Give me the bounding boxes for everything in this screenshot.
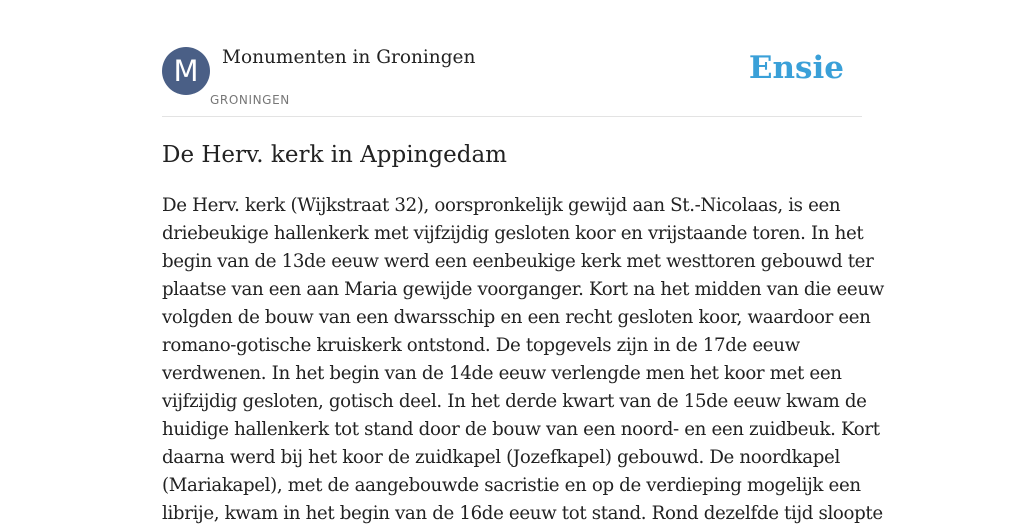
brand-logo[interactable]: Ensie	[748, 50, 844, 86]
article-title: De Herv. kerk in Appingedam	[162, 142, 507, 168]
article-line: plaatse van een aan Maria gewijde voorganger. Kort na het midden van die eeuw	[162, 279, 884, 300]
source-header	[162, 46, 862, 117]
article-line: vijfzijdig gesloten, gotisch deel. In het derde kwart van de 15de eeuw kwam de	[162, 391, 867, 412]
article-line: (Mariakapel), met de aangebouwde sacristie en op de verdieping mogelijk een	[162, 475, 861, 496]
article-line: volgden de bouw van een dwarsschip en een recht gesloten koor, waardoor een	[162, 307, 871, 328]
article-line: De Herv. kerk (Wijkstraat 32), oorspronkelijk gewijd aan St.-Nicolaas, is een	[162, 195, 841, 216]
article-line: librije, kwam in het begin van de 16de eeuw tot stand. Rond dezelfde tijd sloopte	[162, 503, 883, 524]
article-line: driebeukige hallenkerk met vijfzijdig gesloten koor en vrijstaande toren. In het	[162, 223, 864, 244]
source-title-link[interactable]: Monumenten in Groningen	[222, 47, 476, 68]
article-line: begin van de 13de eeuw werd een eenbeukige kerk met westtoren gebouwd ter	[162, 251, 874, 272]
source-category-link[interactable]: GRONINGEN	[210, 93, 290, 107]
article-line: huidige hallenkerk tot stand door de bouw van een noord- en een zuidbeuk. Kort	[162, 419, 880, 440]
article-line: romano-gotische kruiskerk ontstond. De topgevels zijn in de 17de eeuw	[162, 335, 800, 356]
source-avatar[interactable]: M	[162, 47, 210, 95]
article-body	[162, 192, 884, 528]
article-line: daarna werd bij het koor de zuidkapel (Jozefkapel) gebouwd. De noordkapel	[162, 447, 840, 468]
article-line: verdwenen. In het begin van de 14de eeuw verlengde men het koor met een	[162, 363, 842, 384]
